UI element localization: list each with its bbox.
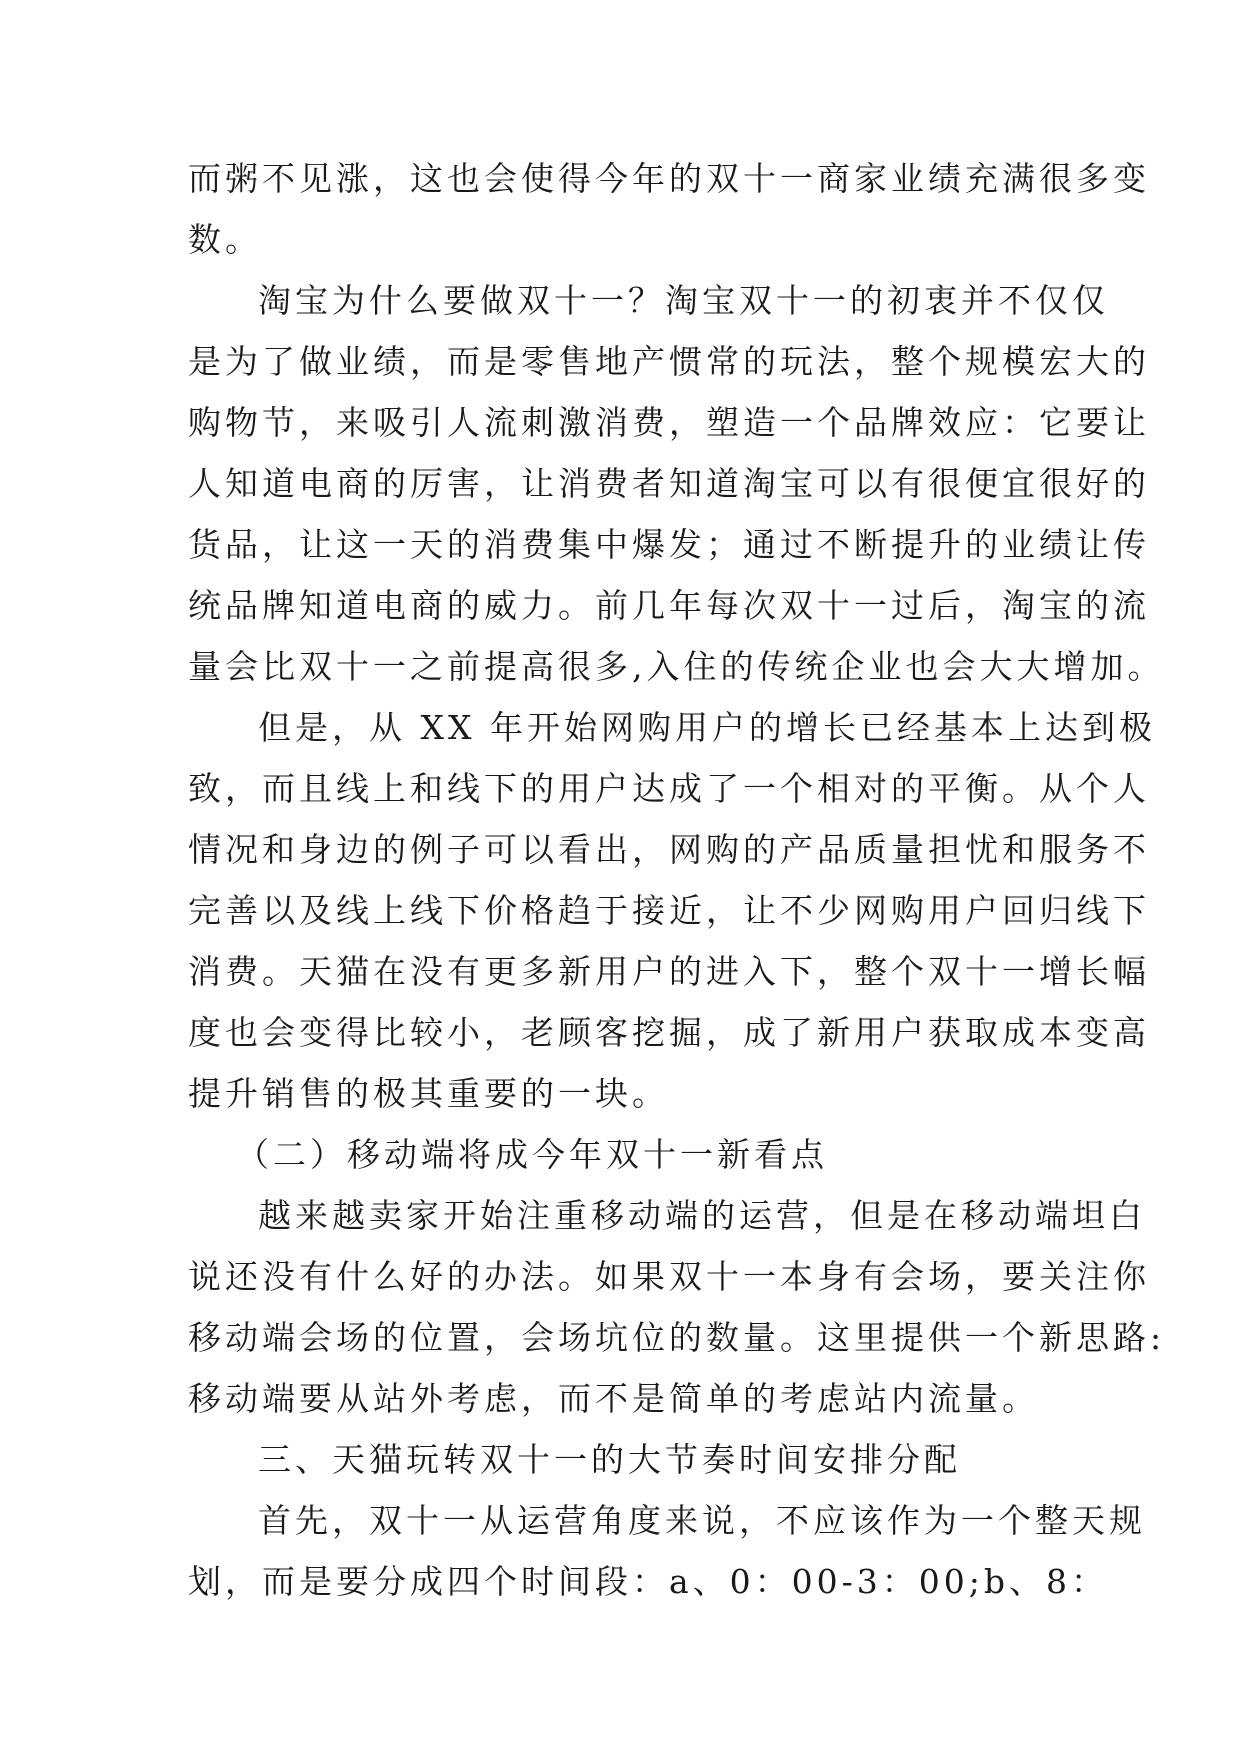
paragraph-schedule xyxy=(188,1490,1146,1612)
text-line: 度也会变得比较小，老顾客挖掘，成了新用户获取成本变高 xyxy=(188,1013,1150,1052)
paragraph-mobile xyxy=(188,1185,1166,1429)
text-line: 完善以及线上线下价格趋于接近，让不少网购用户回归线下 xyxy=(188,891,1150,930)
text-line: 三、天猫玩转双十一的大节奏时间安排分配 xyxy=(258,1440,961,1479)
text-line: 货品，让这一天的消费集中爆发；通过不断提升的业绩让传 xyxy=(188,525,1150,564)
section-heading-mobile xyxy=(188,1124,1060,1185)
text-line: 统品牌知道电商的威力。前几年每次双十一过后，淘宝的流 xyxy=(188,586,1150,625)
text-line: （二）移动端将成今年双十一新看点 xyxy=(236,1135,828,1174)
section-heading-schedule xyxy=(188,1429,1060,1490)
paragraph-continuation xyxy=(188,148,1150,270)
text-line: 量会比双十一之前提高很多,入住的传统企业也会大大增加。 xyxy=(188,647,1165,686)
text-line: 越来越卖家开始注重移动端的运营，但是在移动端坦白 xyxy=(258,1196,1146,1235)
document-body xyxy=(188,148,1166,1612)
text-line: 划，而是要分成四个时间段：a、0：00-3：00;b、8： xyxy=(188,1562,1109,1601)
text-line: 移动端要从站外考虑，而不是简单的考虑站内流量。 xyxy=(188,1379,1039,1418)
paragraph-why-double-eleven xyxy=(188,270,1165,697)
text-line: 提升销售的极其重要的一块。 xyxy=(188,1074,669,1113)
text-line: 购物节，来吸引人流刺激消费，塑造一个品牌效应：它要让 xyxy=(188,403,1150,442)
text-line: 移动端会场的位置，会场坑位的数量。这里提供一个新思路: xyxy=(188,1318,1166,1357)
text-line: 淘宝为什么要做双十一？淘宝双十一的初衷并不仅仅 xyxy=(258,281,1109,320)
text-line: 首先，双十一从运营角度来说，不应该作为一个整天规 xyxy=(258,1501,1146,1540)
text-line: 而粥不见涨，这也会使得今年的双十一商家业绩充满很多变 xyxy=(188,159,1150,198)
text-line: 数。 xyxy=(188,220,262,259)
text-line: 说还没有什么好的办法。如果双十一本身有会场，要关注你 xyxy=(188,1257,1150,1296)
text-line: 致，而且线上和线下的用户达成了一个相对的平衡。从个人 xyxy=(188,769,1150,808)
text-line: 是为了做业绩，而是零售地产惯常的玩法，整个规模宏大的 xyxy=(188,342,1150,381)
text-line: 消费。天猫在没有更多新用户的进入下，整个双十一增长幅 xyxy=(188,952,1150,991)
text-line: 但是，从 XX 年开始网购用户的增长已经基本上达到极 xyxy=(258,708,1156,747)
text-line: 人知道电商的厉害，让消费者知道淘宝可以有很便宜很好的 xyxy=(188,464,1150,503)
paragraph-user-growth xyxy=(188,697,1156,1124)
text-line: 情况和身边的例子可以看出，网购的产品质量担忧和服务不 xyxy=(188,830,1150,869)
